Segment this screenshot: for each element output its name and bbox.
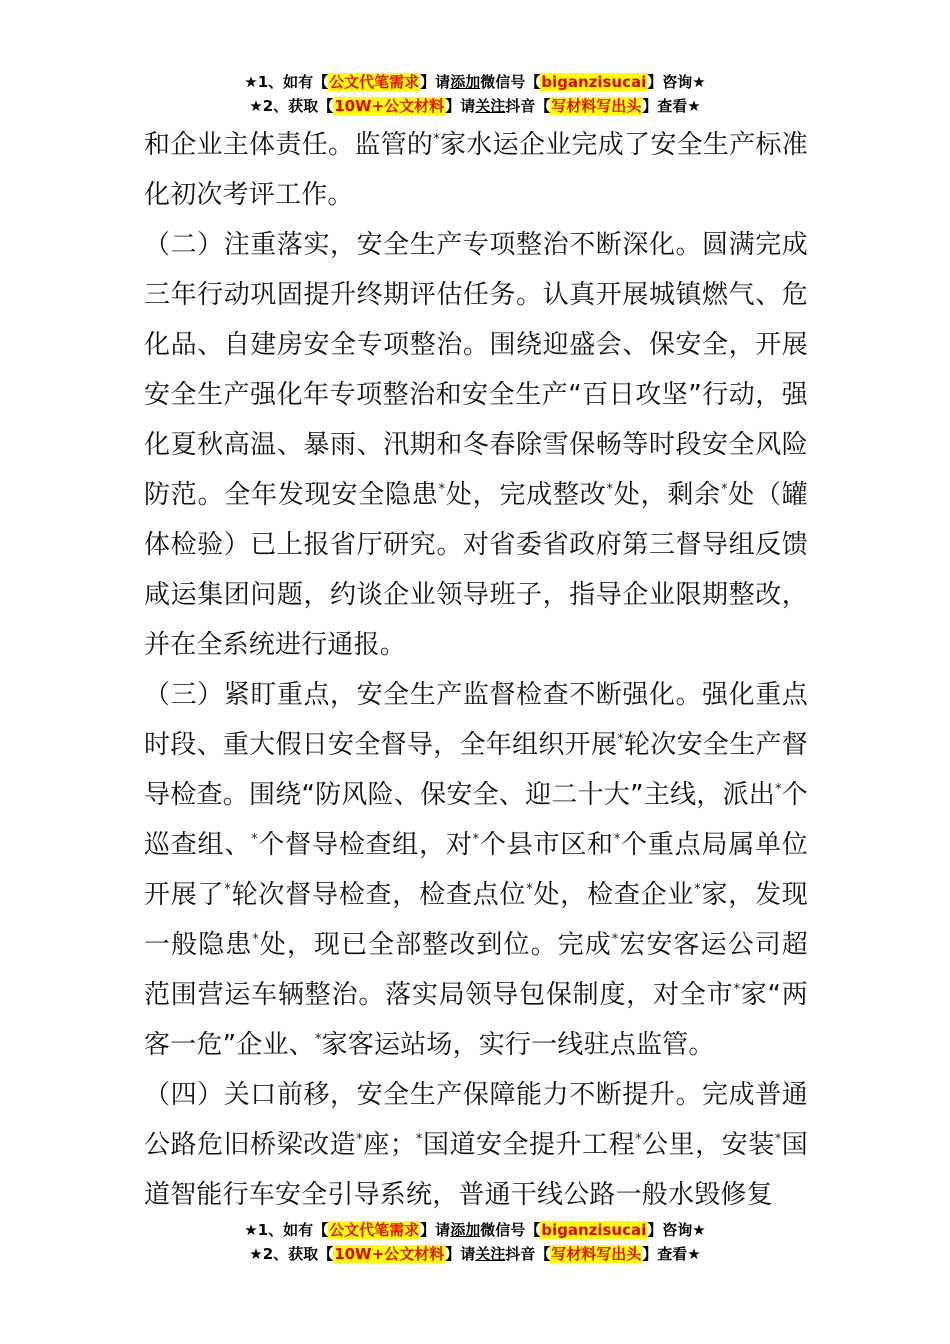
paragraph: （四）关口前移，安全生产保障能力不断提升。完成普通公路危旧桥梁改造*座；*国道安全提升工程*公里，安装*国道智能行车安全引导系统，普通干线公路一般水毁修复 xyxy=(144,1080,808,1210)
banner-highlight: 10W+公文材料 xyxy=(334,1245,445,1263)
banner-highlight: biganzisucai xyxy=(541,73,647,91)
paragraph: 和企业主体责任。监管的*家水运企业完成了安全生产标准化初次考评工作。 xyxy=(144,130,808,210)
placeholder-asterisk: * xyxy=(415,1132,423,1147)
banner-line-2: ★2、获取【10W+公文材料】请关注抖音【写材料写出头】查看★ xyxy=(249,97,701,115)
placeholder-asterisk: * xyxy=(438,482,446,497)
placeholder-asterisk: * xyxy=(433,132,440,147)
paragraph: （二）注重落实，安全生产专项整治不断深化。圆满完成三年行动巩固提升终期评估任务。认真开展城镇燃气、危化品、自建房安全专项整治。围绕迎盛会、保安全，开展安全生产强化年专项整治和安全生产“百日攻坚”行动，强化夏秋高温、暴雨、汛期和冬春除雪保畅等时段安全风险防范。全年发现安全隐患*处，完成整改*处，剩余*处（罐体检验）已上报省厅研究。对省委省政府第三督导组反馈咸运集团问题，约谈企业领导班子，指导企业限期整改，并在全系统进行通报。 xyxy=(144,230,808,660)
placeholder-asterisk: * xyxy=(224,882,232,897)
banner-highlight: 写材料写出头 xyxy=(551,97,642,115)
banner-highlight: biganzisucai xyxy=(541,1221,647,1239)
placeholder-asterisk: * xyxy=(775,782,782,797)
banner-highlight: 公文代笔需求 xyxy=(329,73,420,91)
banner-highlight: 10W+公文材料 xyxy=(334,97,445,115)
placeholder-asterisk: * xyxy=(694,882,701,897)
placeholder-asterisk: * xyxy=(613,832,621,847)
placeholder-asterisk: * xyxy=(617,732,624,747)
placeholder-asterisk: * xyxy=(472,832,480,847)
placeholder-asterisk: * xyxy=(252,932,259,947)
placeholder-asterisk: * xyxy=(356,1132,363,1147)
placeholder-asterisk: * xyxy=(635,1132,642,1147)
placeholder-asterisk: * xyxy=(251,832,258,847)
footer-banner xyxy=(0,1218,950,1266)
placeholder-asterisk: * xyxy=(720,482,728,497)
document-body xyxy=(144,120,808,1220)
header-banner xyxy=(0,70,950,118)
paragraph: （三）紧盯重点，安全生产监督检查不断强化。强化重点时段、重大假日安全督导，全年组织开展*轮次安全生产督导检查。围绕“防风险、保安全、迎二十大”主线，派出*个巡查组、*个督导检查组，对*个县市区和*个重点局属单位开展了*轮次督导检查，检查点位*处，检查企业*家，发现一般隐患*处，现已全部整改到位。完成*宏安客运公司超范围营运车辆整治。落实局领导包保制度，对全市*家“两客一危”企业、*家客运站场，实行一线驻点监管。 xyxy=(144,680,808,1060)
banner-line-1: ★1、如有【公文代笔需求】请添加微信号【biganzisucai】咨询★ xyxy=(244,1221,706,1239)
banner-line-2: ★2、获取【10W+公文材料】请关注抖音【写材料写出头】查看★ xyxy=(249,1245,701,1263)
banner-highlight: 写材料写出头 xyxy=(551,1245,642,1263)
banner-line-1: ★1、如有【公文代笔需求】请添加微信号【biganzisucai】咨询★ xyxy=(244,73,706,91)
placeholder-asterisk: * xyxy=(314,1032,322,1047)
banner-highlight: 公文代笔需求 xyxy=(329,1221,420,1239)
placeholder-asterisk: * xyxy=(733,982,741,997)
placeholder-asterisk: * xyxy=(606,482,614,497)
placeholder-asterisk: * xyxy=(774,1132,782,1147)
placeholder-asterisk: * xyxy=(526,882,533,897)
placeholder-asterisk: * xyxy=(611,932,619,947)
